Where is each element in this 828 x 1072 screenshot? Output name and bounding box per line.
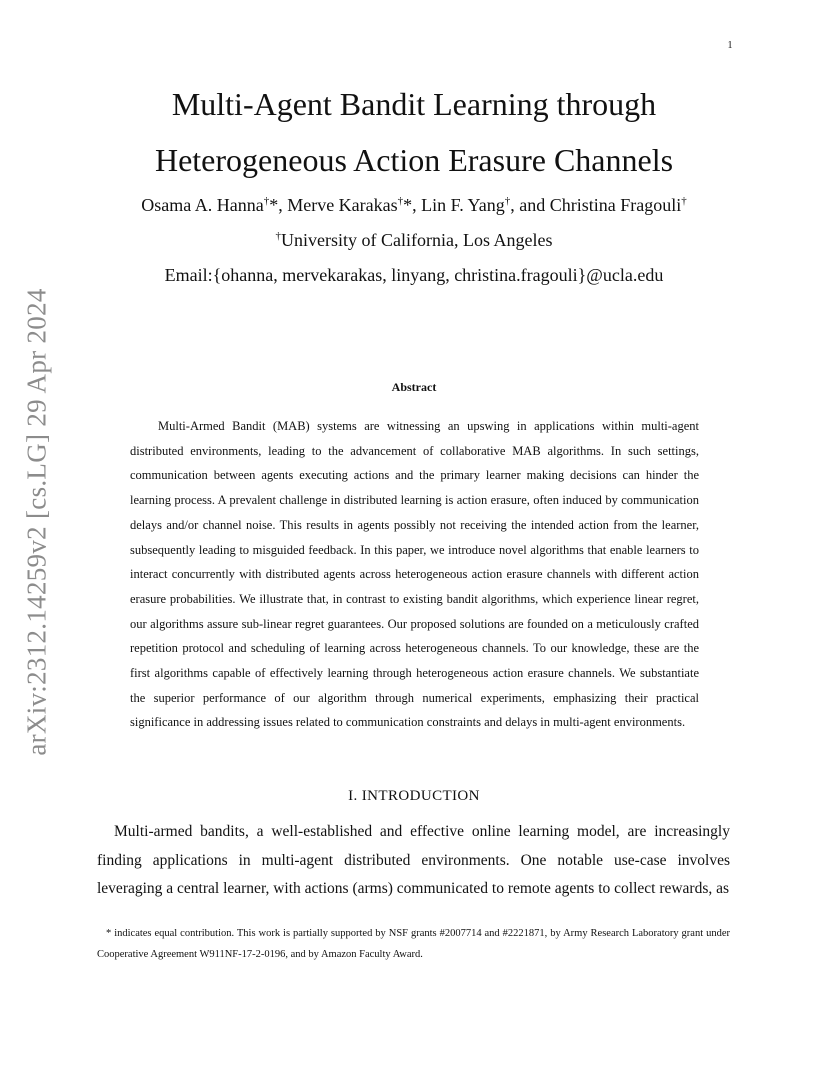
affiliation-mark: † xyxy=(275,230,282,242)
equal-contribution-mark: * xyxy=(403,195,413,215)
author-separator: , xyxy=(412,195,422,215)
author-separator: , and xyxy=(510,195,550,215)
author-name: Christina Fragouli xyxy=(549,195,682,215)
abstract-text: Multi-Armed Bandit (MAB) systems are witnessing an upswing in applications within multi-agent distributed environments, leading to the advancement of collaborative MAB algorithms. In such settings, communication between agents executing actions and the primary learner making decisions can hinder the learning process. A prevalent challenge in distributed learning is action erasure, often induced by communication delays and/or channel noise. This results in agents possibly not receiving the intended action from the learner, subsequently leading to misguided feedback. In this paper, we introduce novel algorithms that enable learners to interact concurrently with distributed agents across heterogeneous action erasure channels with different action erasure probabilities. We illustrate that, in contrast to existing bandit algorithms, which experience linear regret, our algorithms assure sub-linear regret guarantees. Our proposed solutions are founded on a meticulously crafted repetition protocol and scheduling of learning across heterogeneous channels. To our knowledge, these are the first algorithms capable of effectively learning through heterogeneous action erasure channels. We substantiate the superior performance of our algorithm through numerical experiments, emphasizing their practical significance in addressing issues related to communication constraints and delays in multi-agent environments. xyxy=(130,419,699,730)
abstract-heading: Abstract xyxy=(391,380,437,394)
section-heading: I. INTRODUCTION xyxy=(348,788,480,804)
affiliation-text: University of California, Los Angeles xyxy=(281,230,553,250)
title-line-2: Heterogeneous Action Erasure Channels xyxy=(154,142,674,178)
paper-title xyxy=(80,76,748,188)
page-number: 1 xyxy=(727,40,733,51)
author-emails: Email:{ohanna, mervekarakas, linyang, christina.fragouli}@ucla.edu xyxy=(164,265,664,285)
author-separator: , xyxy=(278,195,288,215)
author-name: Lin F. Yang xyxy=(421,195,505,215)
author-list xyxy=(60,195,768,216)
author-name: Osama A. Hanna xyxy=(141,195,264,215)
title-line-1: Multi-Agent Bandit Learning through xyxy=(171,86,657,122)
footnote: * indicates equal contribution. This work is partially supported by NSF grants #2007714 and #2221871, by Army Research Laboratory grant under Cooperative Agreement W911NF-17-2-0196, and by Amazon Faculty Award. xyxy=(97,928,730,960)
author-affiliation-mark: † xyxy=(397,195,404,207)
author-name: Merve Karakas xyxy=(287,195,398,215)
author-affiliation-mark: † xyxy=(263,195,270,207)
equal-contribution-mark: * xyxy=(269,195,279,215)
arxiv-identifier-stamp: arXiv:2312.14259v2 [cs.LG] 29 Apr 2024 xyxy=(21,288,52,756)
affiliation xyxy=(60,230,768,251)
author-affiliation-mark: † xyxy=(681,195,687,207)
introduction-text: Multi-armed bandits, a well-established and effective online learning model, are increasingly finding applications in multi-agent distributed environments. One notable use-case involves leveraging a central learner, with actions (arms) communicated to remote agents to collect rewards, as xyxy=(97,823,730,897)
author-affiliation-mark: † xyxy=(504,195,511,207)
